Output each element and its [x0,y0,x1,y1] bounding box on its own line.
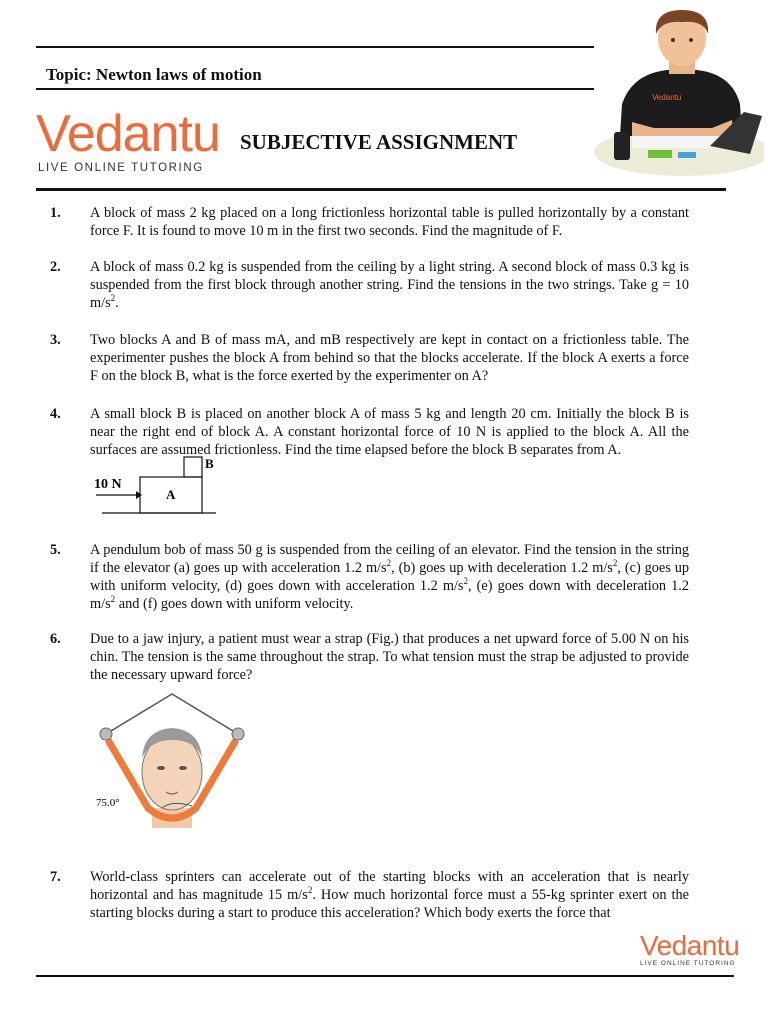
question-text: A block of mass 0.2 kg is suspended from the ceiling by a light string. A second block of mass 0.3 kg is suspended from the first block through another string. Find the tensions in the two strings. Take g = 10 $m/s^2$. [90,259,689,311]
logo-wordmark: Vedantu [36,105,220,163]
footer-logo-wordmark: Vedantu [640,930,740,961]
question-text: A pendulum bob of mass 50 g is suspended from the ceiling of an elevator. Find the tension in the string if the elevator (a) goes up with acceleration 1.2 $m/s^2$, (b) goes up with deceleration 1.2 $m/s^2$, (c) goes up with uniform velocity, (d) goes down with acceleration 1.2 $m/s^2$, (e) goes down with deceleration 1.2 $m/s^2$ and (f) goes down with uniform velocity. [90,542,689,612]
question-number: 1. [50,205,61,221]
question-text: A block of mass 2 kg placed on a long frictionless horizontal table is pulled horizontally by a constant force F. It is found to move 10 m in the first two seconds. Find the magnitude of F. [90,205,689,239]
topic-underline [36,88,594,90]
angle-label: 75.0° [96,797,120,809]
block-b-label: B [205,456,214,471]
student-illustration [592,4,764,180]
topic-heading: Topic: Newton laws of motion [46,65,262,84]
footer-logo-tagline: LIVE ONLINE TUTORING [640,960,736,967]
question-text: Two blocks A and B of mass mA, and mB respectively are kept in contact on a frictionless table. The experimenter pushes the block A from behind so that the blocks accelerate. If the block A exerts a force F on the block B, what is the force exerted by the experimenter on A? [90,332,689,384]
question-number: 6. [50,631,61,647]
header-top-rule [36,46,594,48]
shirt-logo-text: Vedantu [652,93,682,102]
blocks-figure [92,456,224,518]
question-text: Due to a jaw injury, a patient must wear a strap (Fig.) that produces a net upward force of 5.00 N on his chin. The tension is the same throughout the strap. To what tension must the strap be adjusted to provide the necessary upward force? [90,631,689,683]
footer-logo [640,932,739,967]
question-number: 2. [50,259,61,275]
block-a-label: A [166,487,176,502]
block-b [184,457,202,477]
question-number: 3. [50,332,61,348]
header-bottom-rule [36,188,726,191]
question-number: 5. [50,542,61,558]
vedantu-logo [36,105,220,174]
footer-rule [36,975,734,977]
logo-tagline: LIVE ONLINE TUTORING [38,162,204,174]
question-number: 7. [50,869,61,885]
jaw-strap-figure [92,688,252,838]
question-number: 4. [50,406,61,422]
question-text: World-class sprinters can accelerate out of the starting blocks with an acceleration that is nearly horizontal and has magnitude 15 $m/s^2$. How much horizontal force must a 55-kg sprinter exert on the starting blocks during a start to produce this acceleration? Which body exerts the force that [90,869,689,921]
force-label: 10 N [94,477,122,492]
assignment-title: SUBJECTIVE ASSIGNMENT [240,130,518,154]
question-text: A small block B is placed on another block A of mass 5 kg and length 20 cm. Initially the block B is near the right end of block A. A constant horizontal force of 10 N is applied to the block A. All the surfaces are assumed frictionless. Find the time elapsed before the block B separates from A. [90,406,689,458]
